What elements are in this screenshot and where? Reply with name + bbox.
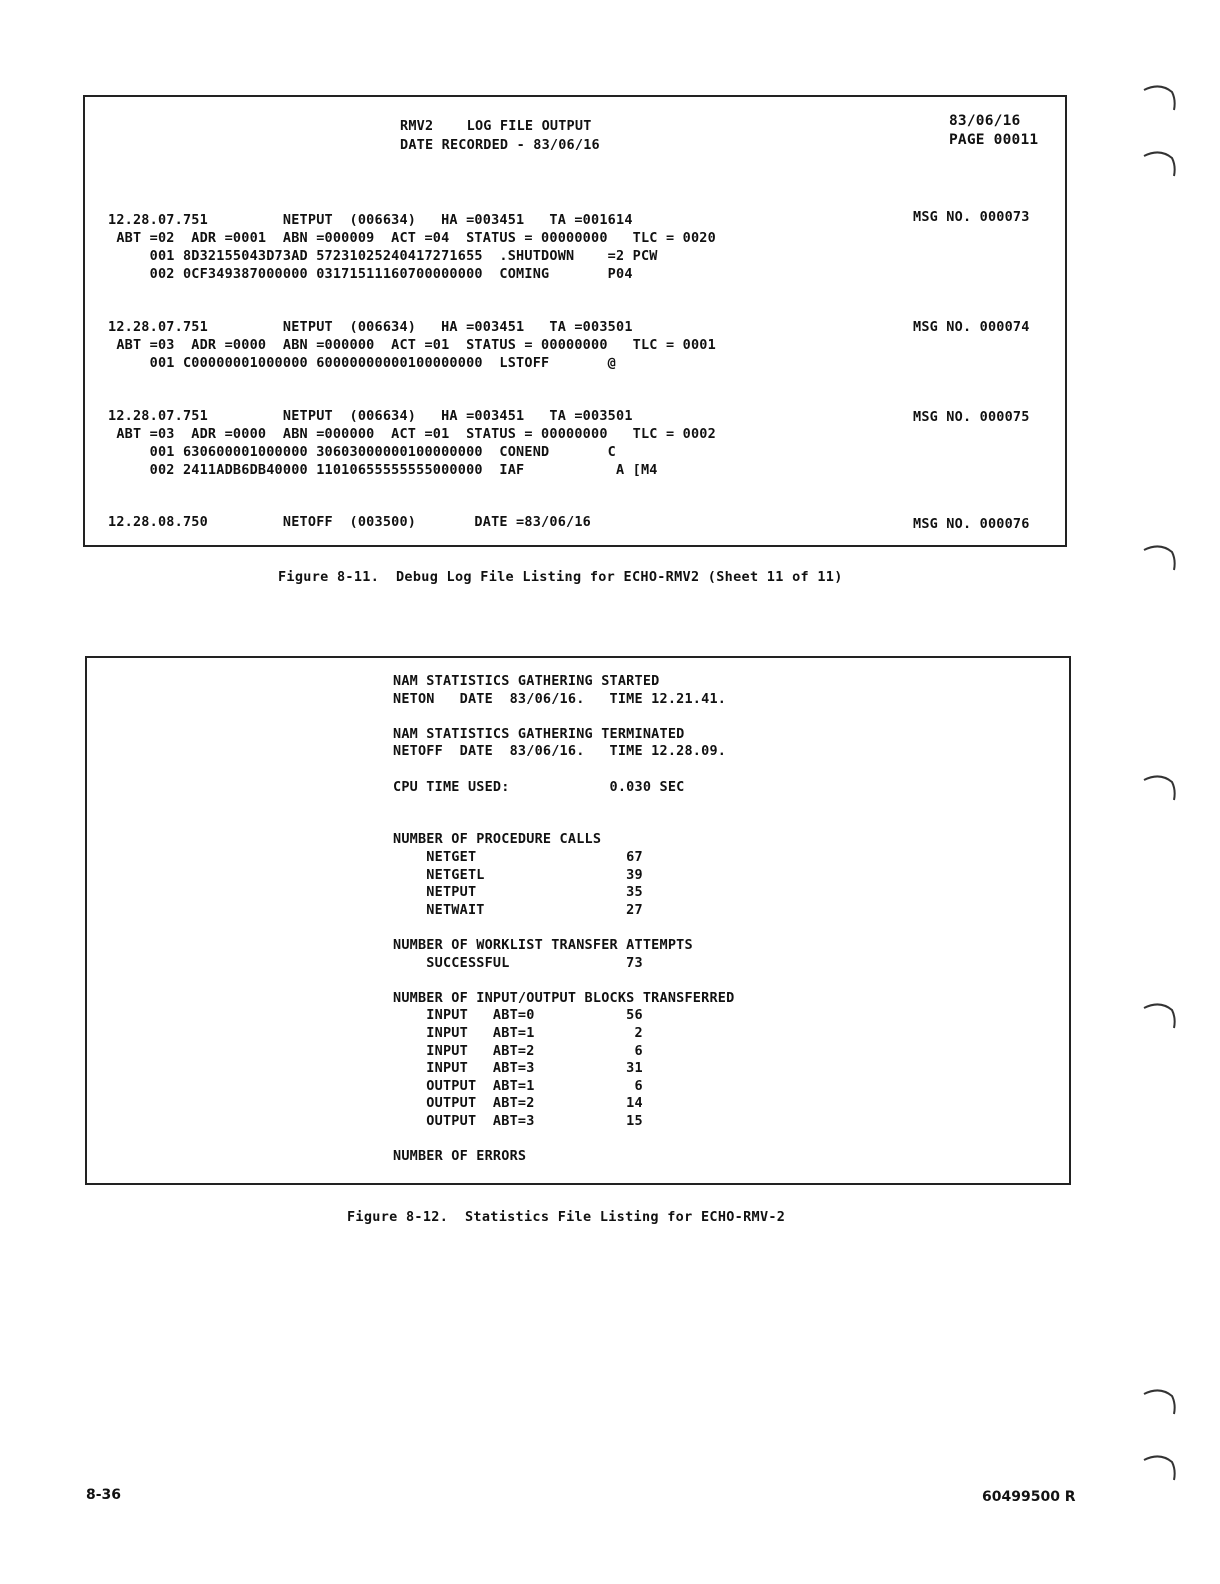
statistics-line: NETOFF DATE 83/06/16. TIME 12.28.09.: [393, 743, 727, 760]
binder-hole-mark: [1142, 148, 1178, 178]
msg-number: MSG NO. 000075: [913, 409, 1030, 425]
statistics-line: NAM STATISTICS GATHERING STARTED: [393, 673, 660, 689]
statistics-line: OUTPUT ABT=3 15: [393, 1113, 643, 1129]
figure-8-12-caption: Figure 8-12. Statistics File Listing for ECHO-RMV-2: [347, 1209, 786, 1225]
log-entry-line: ABT =03 ADR =0000 ABN =000000 ACT =01 STATUS = 00000000 TLC = 0002: [108, 426, 716, 442]
document-number: 60499500 R: [982, 1489, 1076, 1505]
log-entry-line: 002 0CF349387000000 03171511160700000000 COMING P04: [108, 266, 633, 282]
statistics-line: OUTPUT ABT=2 14: [393, 1095, 643, 1112]
statistics-line: NUMBER OF INPUT/OUTPUT BLOCKS TRANSFERRED: [393, 989, 735, 1006]
statistics-line: INPUT ABT=2 6: [393, 1042, 643, 1059]
log-entry-line: 12.28.07.751 NETPUT (006634) HA =003451 TA =003501: [108, 408, 633, 424]
log-entry-line: 001 630600001000000 30603000000100000000 CONEND C: [108, 444, 616, 460]
statistics-line: CPU TIME USED: 0.030 SEC: [393, 778, 685, 795]
log-entry-line: ABT =02 ADR =0001 ABN =000009 ACT =04 STATUS = 00000000 TLC = 0020: [108, 230, 716, 246]
log-page-number: PAGE 00011: [949, 132, 1039, 148]
log-header-date: 83/06/16: [949, 113, 1021, 129]
log-entry-line: 12.28.08.750 NETOFF (003500) DATE =83/06/16: [108, 514, 592, 530]
binder-hole-mark: [1142, 772, 1178, 802]
statistics-line: INPUT ABT=1 2: [393, 1025, 643, 1041]
msg-number: MSG NO. 000073: [913, 209, 1030, 225]
statistics-line: INPUT ABT=0 56: [393, 1007, 643, 1024]
statistics-line: INPUT ABT=3 31: [393, 1060, 643, 1077]
page-number: 8-36: [86, 1487, 122, 1503]
binder-hole-mark: [1142, 1000, 1178, 1030]
log-entry-line: 12.28.07.751 NETPUT (006634) HA =003451 TA =001614: [108, 212, 633, 228]
statistics-line: NETON DATE 83/06/16. TIME 12.21.41.: [393, 690, 727, 707]
msg-number: MSG NO. 000074: [913, 319, 1030, 335]
statistics-line: NETGET 67: [393, 849, 643, 865]
statistics-line: NUMBER OF ERRORS: [393, 1148, 527, 1165]
statistics-line: NETPUT 35: [393, 884, 643, 901]
figure-8-11-caption: Figure 8-11. Debug Log File Listing for ECHO-RMV2 (Sheet 11 of 11): [278, 569, 843, 585]
statistics-line: SUCCESSFUL 73: [393, 954, 643, 971]
log-entry-line: ABT =03 ADR =0000 ABN =000000 ACT =01 STATUS = 00000000 TLC = 0001: [108, 337, 716, 353]
log-entry-line: 001 C00000001000000 60000000000100000000 LSTOFF @: [108, 355, 616, 371]
statistics-line: NUMBER OF WORKLIST TRANSFER ATTEMPTS: [393, 937, 693, 953]
statistics-line: OUTPUT ABT=1 6: [393, 1077, 643, 1094]
binder-hole-mark: [1142, 82, 1178, 112]
binder-hole-mark: [1142, 1386, 1178, 1416]
log-entry-line: 12.28.07.751 NETPUT (006634) HA =003451 TA =003501: [108, 319, 633, 335]
log-title: RMV2 LOG FILE OUTPUT: [400, 118, 592, 134]
statistics-line: NETGETL 39: [393, 866, 643, 883]
log-date-recorded: DATE RECORDED - 83/06/16: [400, 137, 600, 153]
statistics-line: NUMBER OF PROCEDURE CALLS: [393, 831, 602, 848]
msg-number: MSG NO. 000076: [913, 516, 1030, 532]
statistics-line: NAM STATISTICS GATHERING TERMINATED: [393, 725, 685, 742]
log-entry-line: 001 8D32155043D73AD 57231025240417271655 .SHUTDOWN =2 PCW: [108, 248, 658, 264]
statistics-line: NETWAIT 27: [393, 901, 643, 918]
binder-hole-mark: [1142, 1452, 1178, 1482]
log-entry-line: 002 2411ADB6DB40000 11010655555555000000 IAF A [M4: [108, 462, 658, 478]
binder-hole-mark: [1142, 542, 1178, 572]
